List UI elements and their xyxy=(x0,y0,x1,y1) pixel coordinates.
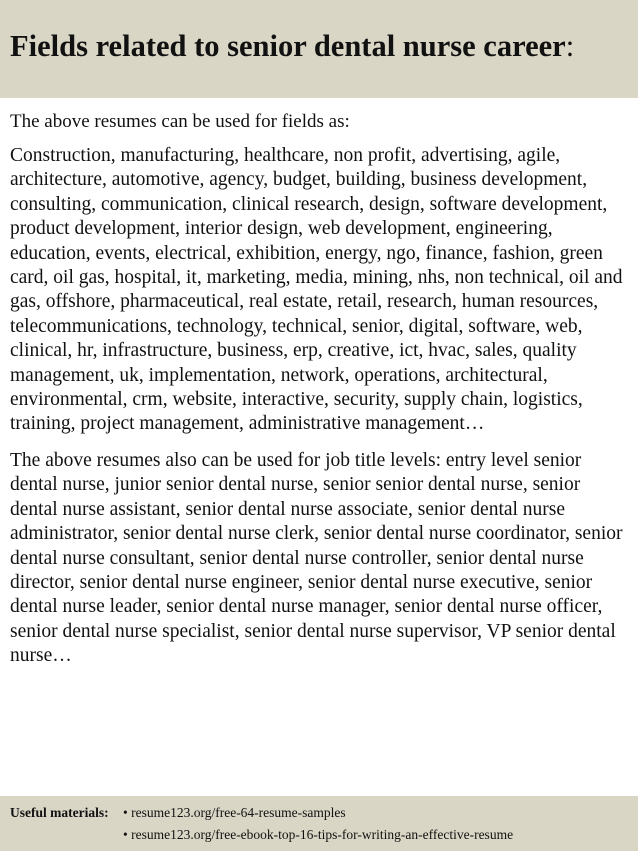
page-title xyxy=(10,26,638,66)
footer-row-2 xyxy=(10,824,638,846)
intro-text: The above resumes can be used for fields as: xyxy=(10,111,350,132)
footer-link-ebook[interactable]: • resume123.org/free-ebook-top-16-tips-for-writing-an-effective-resume xyxy=(123,827,514,842)
page-title-text: Fields related to senior dental nurse career xyxy=(10,29,566,63)
useful-materials-label-text: Useful materials xyxy=(10,805,105,820)
footer-banner xyxy=(0,796,638,851)
useful-materials-label xyxy=(10,802,123,824)
fields-paragraph: Construction, manufacturing, healthcare, non profit, advertising, agile, architecture, automotive, agency, budget, building, business development, consulting, communication, clinical research, design, software development, product development, interior design, web development, engineering, education, events, electrical, exhibition, energy, ngo, finance, fashion, green card, oil gas, hospital, it, marketing, media, mining, nhs, non technical, oil and gas, offshore, pharmaceutical, real estate, retail, research, human resources, telecommunications, technology, technical, senior, digital, software, web, clinical, hr, infrastructure, business, erp, creative, ict, hvac, sales, quality management, uk, implementation, network, operations, architectural, environmental, crm, website, interactive, security, supply chain, logistics, training, project management, administrative management… xyxy=(10,145,623,435)
page-title-colon: : xyxy=(565,29,575,63)
job-levels-paragraph: The above resumes also can be used for job title levels: entry level senior dental nurse, junior senior dental nurse, senior senior dental nurse, senior dental nurse assistant, senior dental nurse associate, senior dental nurse administrator, senior dental nurse clerk, senior dental nurse coordinator, senior dental nurse consultant, senior dental nurse controller, senior dental nurse director, senior dental nurse engineer, senior dental nurse executive, senior dental nurse leader, senior dental nurse manager, senior dental nurse officer, senior dental nurse specialist, senior dental nurse supervisor, VP senior dental nurse… xyxy=(10,449,623,667)
header-banner xyxy=(0,0,638,98)
useful-materials-label-colon: : xyxy=(104,805,109,820)
footer-link-samples[interactable]: • resume123.org/free-64-resume-samples xyxy=(123,805,346,820)
main-content xyxy=(10,110,630,681)
footer-row-1 xyxy=(10,802,638,824)
